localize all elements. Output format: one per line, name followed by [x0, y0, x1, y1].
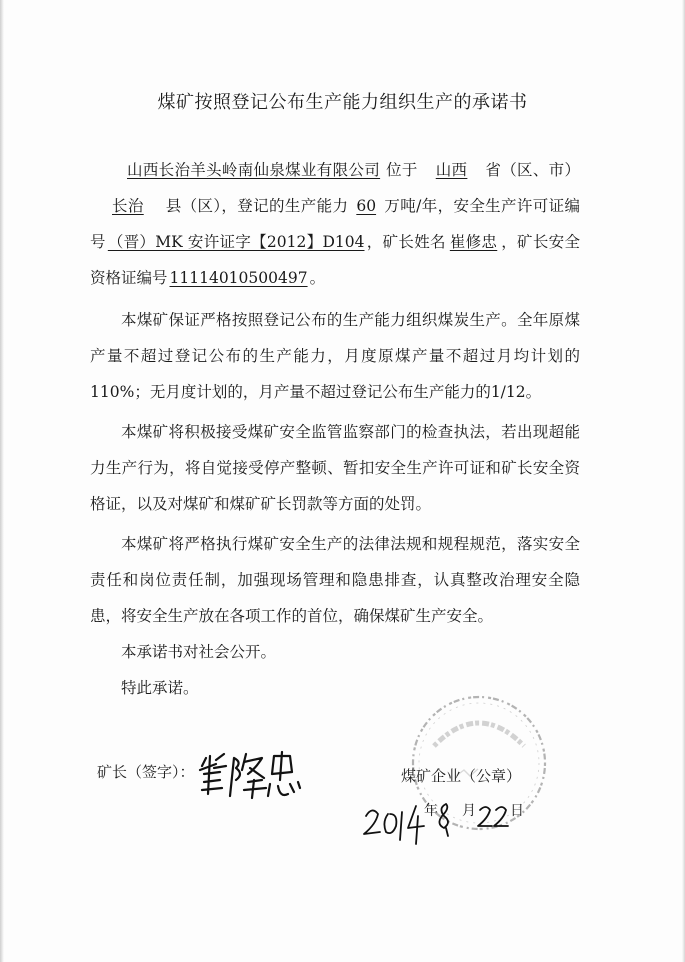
scan-edge-left — [0, 0, 4, 962]
commitment-paragraph-2: 本煤矿将积极接受煤矿安全监管监察部门的检查执法，若出现超能力生产行为，将自觉接受停产整顿、暂扣安全生产许可证和矿长安全资格证，以及对煤矿和煤矿矿长罚款等方面的处罚。 — [90, 423, 580, 513]
signing-date — [362, 796, 542, 848]
manager-handwritten-signature — [196, 744, 304, 804]
cert-number: 11114010500497 — [169, 269, 308, 287]
capacity-value: 60 — [356, 197, 377, 215]
province-value: 山西 — [435, 161, 468, 179]
capacity-suffix: 万吨/年，安全生产许可证编号 — [90, 197, 580, 251]
manager-label: ，矿长姓名 — [366, 233, 446, 251]
date-day-unit: 日 — [510, 803, 524, 819]
cert-label: ，矿长安全资格证编号 — [90, 233, 580, 287]
document-title: 煤矿按照登记公布生产能力组织生产的承诺书 — [157, 92, 528, 113]
commitment-paragraph-3: 本煤矿将严格执行煤矿安全生产的法律法规和规程规范，落实安全责任和岗位责任制，加强现场管理和隐患排查，认真整改治理安全隐患，将安全生产放在各项工作的首位，确保煤矿生产安全。 — [90, 535, 580, 625]
closing-statement: 特此承诺。 — [121, 679, 199, 697]
intro-paragraph — [90, 152, 580, 296]
commitment-paragraph-1: 本煤矿保证严格按照登记公布的生产能力组织煤炭生产。全年原煤产量不超过登记公布的生产能力，月度原煤产量不超过月均计划的110%；无月度计划的，月产量不超过登记公布生产能力的1/12。 — [90, 311, 580, 401]
company-name: 山西长治羊头岭南仙泉煤业有限公司 — [127, 161, 381, 179]
intro-end: 。 — [309, 269, 326, 287]
license-number: （晋）MK 安许证字【2012】D104 — [107, 233, 365, 251]
public-statement: 本承诺书对社会公开。 — [121, 643, 277, 661]
county-suffix: 县（区），登记的生产能力 — [165, 197, 349, 215]
date-year-unit: 年 — [424, 803, 438, 819]
county-value: 长治 — [112, 197, 144, 215]
located-at-text: 位于 — [386, 161, 418, 179]
document-body — [90, 152, 580, 706]
signature-label: 矿长（签字）： — [97, 763, 195, 781]
manager-name: 崔修忠 — [449, 233, 498, 251]
date-month-unit: 月 — [462, 803, 476, 819]
province-suffix: 省（区、市） — [485, 161, 580, 179]
seal-label: 煤矿企业（公章） — [401, 767, 522, 785]
